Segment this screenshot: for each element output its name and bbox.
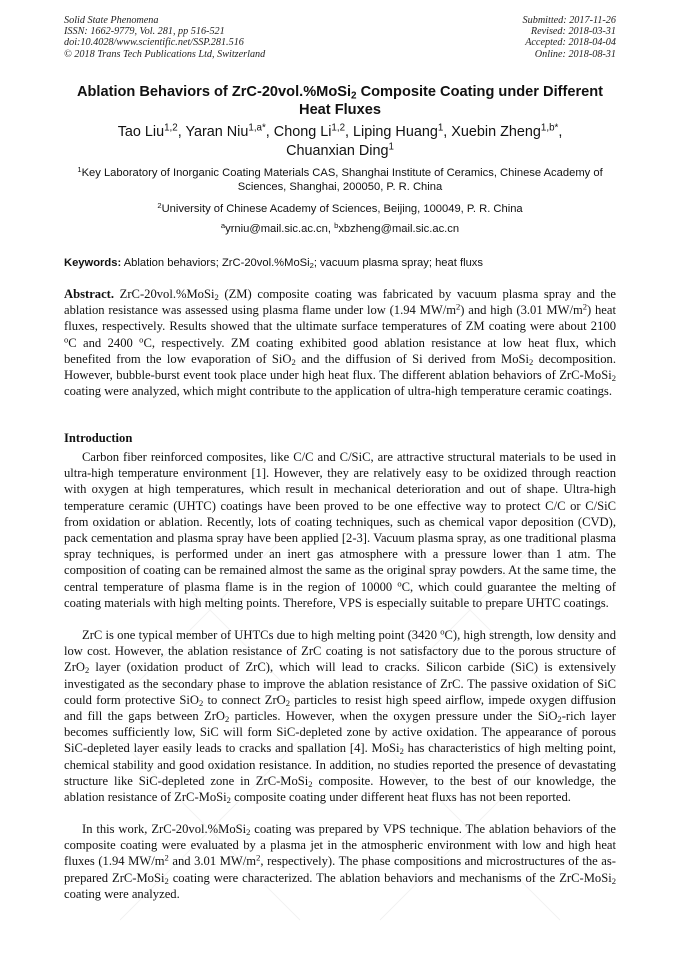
title-text: Ablation Behaviors of ZrC-20vol.%MoSi: [76, 84, 352, 100]
journal-info: [64, 15, 265, 60]
author: Liping Huang$^1$,: [353, 122, 452, 140]
author: Tao Liu$^{1,2}$,: [117, 122, 186, 140]
revised-date: Revised: 2018-03-31: [530, 26, 616, 38]
keywords: Keywords: Ablation behaviors; ZrC-20vol.%MoSi$_2$; vacuum plasma spray; heat fluxs: [64, 257, 483, 270]
author: Xuebin Zheng$^{1,b*}$,: [451, 122, 563, 140]
publication-dates: [523, 15, 616, 60]
author: Yaran Niu$^{1,a*}$,: [185, 122, 274, 140]
author: Chuanxian Ding$^1$: [286, 141, 394, 159]
intro-paragraph-1: Carbon fiber reinforced composites, like C/C and C/SiC, are attractive structural materials to be used in ultra-high temperature environment [1]. However, they are relatively easy to be oxidized through reaction with oxygen at high temperatures, which result in mechanical deterioration and out of shape. Ultra-high temperature ceramic (UHTC) coatings have been proved to be one effective way to protect C/C or C/SiC from oxidation or ablation. Recently, lots of coating techniques, such as chemical vapor deposition (CVD), pack cementation and plasma spray have been applied [2-3]. Vacuum plasma spray, as one traditional plasma spray techniques, is performed under an inert gas atmosphere with a pressure lower than 1 atm. The composition of coating can be remained almost the same as the original spray powders. At the same time, the central temperature of plasma flame is in the region of 10000 $^o$C, which could guarantee the melting of coating materials with high melting points. Therefore, VPS is especially suitable to prepare UHTC coatings.: [64, 450, 616, 610]
affiliation-1: $^1$Key Laboratory of Inorganic Coating Materials CAS, Shanghai Institute of Ceramics, Chinese Academy of Sciences, Shanghai, 200050, P. R. China: [77, 164, 603, 194]
intro-paragraph-3: In this work, ZrC-20vol.%MoSi$_2$ coating was prepared by VPS technique. The ablation behaviors of the composite coating were evaluated by a plasma jet in the atmospheric environment with low and high heat fluxes (1.94 $MW/m^2$ and 3.01 $MW/m^2$, respectively). The phase compositions and microstructures of the as-prepared ZrC-MoSi$_2$ coating were characterized. The ablation behaviors and mechanisms of the ZrC-MoSi$_2$ coating were analyzed.: [64, 822, 617, 901]
copyright-line: © 2018 Trans Tech Publications Ltd, Switzerland: [64, 48, 266, 60]
email-b[interactable]: xbzheng@mail.sic.ac.cn: [338, 223, 460, 235]
online-date: Online: 2018-08-31: [534, 48, 616, 60]
affiliation-2: $^2$University of Chinese Academy of Sciences, Beijing, 100049, P. R. China: [157, 200, 523, 215]
doi-line: doi:10.4028/www.scientific.net/SSP.281.516: [64, 37, 244, 49]
email-line: $^a$yrniu@mail.sic.ac.cn, $^b$xbzheng@mail.sic.ac.cn: [220, 220, 460, 235]
issn-line: ISSN: 1662-9779, Vol. 281, pp 516-521: [64, 26, 225, 38]
title-text-end: Composite Coating under Different Heat Fluxes: [299, 84, 604, 118]
email-a[interactable]: yrniu@mail.sic.ac.cn: [225, 223, 328, 235]
intro-paragraph-2: ZrC is one typical member of UHTCs due to high melting point (3420 $^o$C), high strength, low density and low cost. However, the ablation resistance of ZrC coating is not satisfactory due to the porous structure of ZrO$_2$ layer (oxidation product of ZrC), which will lead to cracks. Silicon carbide (SiC) is extensively investigated as the secondary phase to improve the ablation resistance of ZrC. The passive oxidation of SiC could form protective SiO$_2$ to connect ZrO$_2$ particles to resist high speed airflow, impede oxygen diffusion and fill the gaps between ZrO$_2$ particles. However, when the oxygen pressure under the SiO$_2$-rich layer becomes sufficiently low, SiC will form SiC-depleted zone by active oxidation. The appearance of porous SiC-depleted layer easily leads to cracks and spallation [4]. MoSi$_2$ has characteristics of high melting point, chemical stability and good oxidation resistance. In addition, no studies reported the presence of devastating structure like SiC-depleted zone in ZrC-MoSi$_2$ composite. However, to the best of our knowledge, the ablation resistance of ZrC-MoSi$_2$ composite coating under different heat fluxs has not been reported.: [64, 626, 617, 806]
title-subscript: 2: [351, 90, 357, 102]
abstract-label: Abstract.: [64, 287, 115, 301]
submitted-date: Submitted: 2017-11-26: [522, 15, 616, 26]
author-list: [64, 123, 616, 161]
author: Chong Li$^{1,2}$,: [273, 122, 354, 140]
paper-title: [64, 83, 616, 119]
keywords-label: Keywords:: [64, 257, 122, 269]
journal-name: Solid State Phenomena: [64, 15, 159, 26]
accepted-date: Accepted: 2018-04-04: [525, 37, 616, 49]
abstract: Abstract. ZrC-20vol.%MoSi$_2$ (ZM) composite coating was fabricated by vacuum plasma spray and the ablation resistance was assessed using plasma flame under low (1.94 $MW/m^2$) and high (3.01 $MW/m^2$) heat fluxes, respectively. Results showed that the ultimate surface temperatures of ZM coating were about 2100 $^o$C and 2400 $^o$C, respectively. ZM coating exhibited good ablation resistance at low heat flux, which benefited from the low evaporation of SiO$_2$ and the diffusion of Si derived from MoSi$_2$ decomposition. However, bubble-burst event took place under high heat flux. The different ablation behaviors of ZrC-MoSi$_2$ coating were analyzed, which might contribute to the application of ultra-high temperature ceramic coatings.: [64, 287, 616, 399]
introduction-heading: Introduction: [64, 431, 133, 445]
